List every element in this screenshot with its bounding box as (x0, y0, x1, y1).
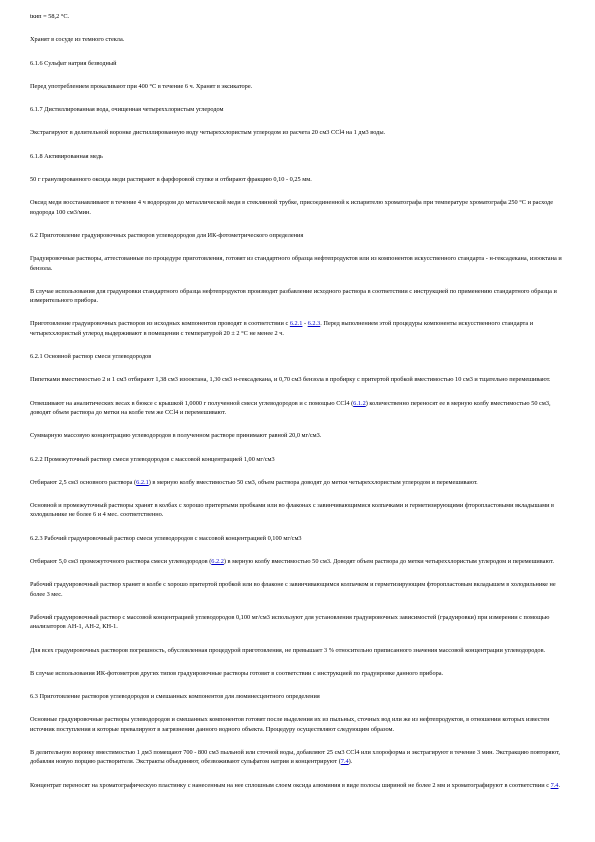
paragraph: Отвешивают на аналитических весах в бюксе с крышкой 1,0000 г полученной смеси углеводородов и с помощью CCl4 (6.1.2) количественно переносят ее в мерную колбу вместимостью 50 см3, доводят объем раствора до метки на колбе тем же CCl4 и перемешивают. (30, 399, 551, 416)
paragraph: Отбирают 5,0 см3 промежуточного раствора смеси углеводородов (6.2.2) в мерную колбу вместимостью 50 см3. Доводят объем раствора до метки четыреххлористым углеродом и перемешивают. (30, 558, 554, 566)
section-6-1-6-heading: 6.1.6 Сульфат натрия безводный (30, 59, 117, 67)
link-6-2-3[interactable]: 6.2.3 (307, 320, 321, 328)
section-6-2-heading: 6.2 Приготовление градуировочных растворов углеводородов для ИК-фотометрического определения (30, 231, 304, 239)
paragraph: Рабочий градуировочный раствор с массовой концентрацией углеводородов 0,100 мг/см3 используют для установления градуировочных зависимостей (градуировки) при измерении с помощью анализаторов АН-1, АН-2, КН-1. (30, 613, 550, 631)
paragraph: Концентрат переносят на хроматографическую пластинку с нанесенным на нее сплошным слоем оксида алюминия в виде полосы шириной не более 2 мм и хроматографируют в соответствии с 7.4. (30, 781, 561, 789)
paragraph: Оксид меди восстанавливают в течение 4 ч водородом до металлической меди в стеклянной трубке, присоединенной к испарителю хроматографа при температуре хроматографа 250 °С и расходе водорода 100 см3/мин. (30, 199, 554, 216)
paragraph: В случае использования ИК-фотометров других типов градуировочные растворы готовят в соответствии с инструкцией по градуировке данного прибора. (30, 669, 444, 677)
section-6-2-3-heading: 6.2.3 Рабочий градуировочный раствор смеси углеводородов с массовой концентрацией 0,100 мг/см3 (30, 534, 302, 542)
link-6-1-2[interactable]: 6.1.2 (353, 399, 366, 407)
section-6-2-2-heading: 6.2.2 Промежуточный раствор смеси углеводородов с массовой концентрацией 1,00 мг/см3 (30, 455, 275, 463)
paragraph: Пипетками вместимостью 2 и 1 см3 отбирают 1,38 см3 изооктана, 1,30 см3 н-гексадекана, и 0,70 см3 бензола в пробирку с притертой пробкой вместимостью 10 см3 и тщательно перемешивают. (30, 376, 551, 384)
storage-note: Хранят в сосуде из темного стекла. (30, 36, 125, 44)
link-7-4[interactable]: 7.4 (340, 758, 349, 766)
paragraph: В случае использования для градуировки стандартного образца нефтепродуктов производят разбавление исходного раствора в соответствии с инструкцией по применению стандартного образца и измерительного прибора. (30, 287, 557, 305)
paragraph: Основные градуировочные растворы углеводородов и смешанных компонентов готовят после выделения их из пыльных, сточных вод или же из нефтепродуктов, в отношении которых известен источник поступления и которые превалируют в загрязнении данного водного объекта. Процедуру осуществляют следующим образом. (30, 716, 550, 733)
section-6-2-1-heading: 6.2.1 Основной раствор смеси углеводородов (30, 353, 152, 361)
paragraph: Основной и промежуточный растворы хранят в колбах с хорошо притертыми пробками или во флаконах с завинчивающимися колпачками и герметизирующими фторопластовыми вкладышами в холодильнике не более 6 и 4 мес. соответственно. (30, 502, 555, 519)
paragraph: Отбирают 2,5 см3 основного раствора (6.2.1) в мерную колбу вместимостью 50 см3, объем раствора доводят до метки четыреххлористым углеродом и перемешивают. (30, 478, 478, 486)
paragraph: В делительную воронку вместимостью 1 дм3 помещают 700 - 800 см3 пыльной или сточной воды, добавляют 25 см3 CCl4 или хлороформа и экстрагируют в течение 3 мин. Экстракцию повторяют, добавляя новую порцию растворителя. Экстракты объединяют, обезвоживают сульфатом натрия и концентрируют (7.4). (30, 748, 560, 766)
link-7-4[interactable]: 7.4 (550, 781, 559, 789)
paragraph: Перед употреблением прокаливают при 400 °С в течение 6 ч. Хранят в эксикаторе. (30, 82, 253, 90)
paragraph: Суммарную массовую концентрацию углеводородов в полученном растворе принимают равной 20,0 мг/см3. (30, 432, 322, 440)
paragraph: Экстрагируют в делительной воронке дистиллированную воду четыреххлористым углеродом из расчета 20 см3 CCl4 на 1 дм3 воды. (30, 129, 386, 137)
paragraph: Приготовление градуировочных растворов из исходных компонентов проводят в соответствии с 6.2.1 - 6.2.3. Перед выполнением этой процедуры компоненты искусственного стандарта и четыреххлористый углерод выдерживают в помещении с температурой 20 ± 2 °С не менее 2 ч. (30, 320, 534, 337)
paragraph: Рабочий градуировочный раствор хранят в колбе с хорошо притертой пробкой или во флаконе с завинчивающимся колпачком и герметизирующим фторопластовым вкладышем в холодильнике не более 3 мес. (30, 581, 556, 598)
link-6-2-1[interactable]: 6.2.1 (136, 478, 149, 486)
link-6-2-1[interactable]: 6.2.1 (289, 320, 303, 328)
paragraph: Градуировочные растворы, аттестованные по процедуре приготовления, готовят из стандартного образца нефтепродуктов или из компонентов искусственного стандарта - н-гексадекана, изооктана и бензола. (30, 255, 562, 272)
paragraph: Для всех градуировочных растворов погрешность, обусловленная процедурой приготовления, не превышает 3 % относительно приписанного значения массовой концентрации углеводородов. (30, 646, 546, 654)
section-6-1-8-heading: 6.1.8 Активированная медь (30, 152, 103, 160)
section-6-1-7-heading: 6.1.7 Дистиллированная вода, очищенная четыреххлористым углеродом (30, 106, 224, 114)
document-page (30, 12, 565, 790)
paragraph: 50 г гранулированного оксида меди растирают в фарфоровой ступке и отбирают фракцию 0,10 - 0,25 мм. (30, 176, 312, 184)
link-6-2-2[interactable]: 6.2.2 (211, 558, 224, 566)
section-6-3-heading: 6.3 Приготовление растворов углеводородов и смешанных компонентов для люминесцентного определения (30, 693, 320, 701)
boiling-point-line: tкип = 58,2 °С. (30, 13, 70, 20)
